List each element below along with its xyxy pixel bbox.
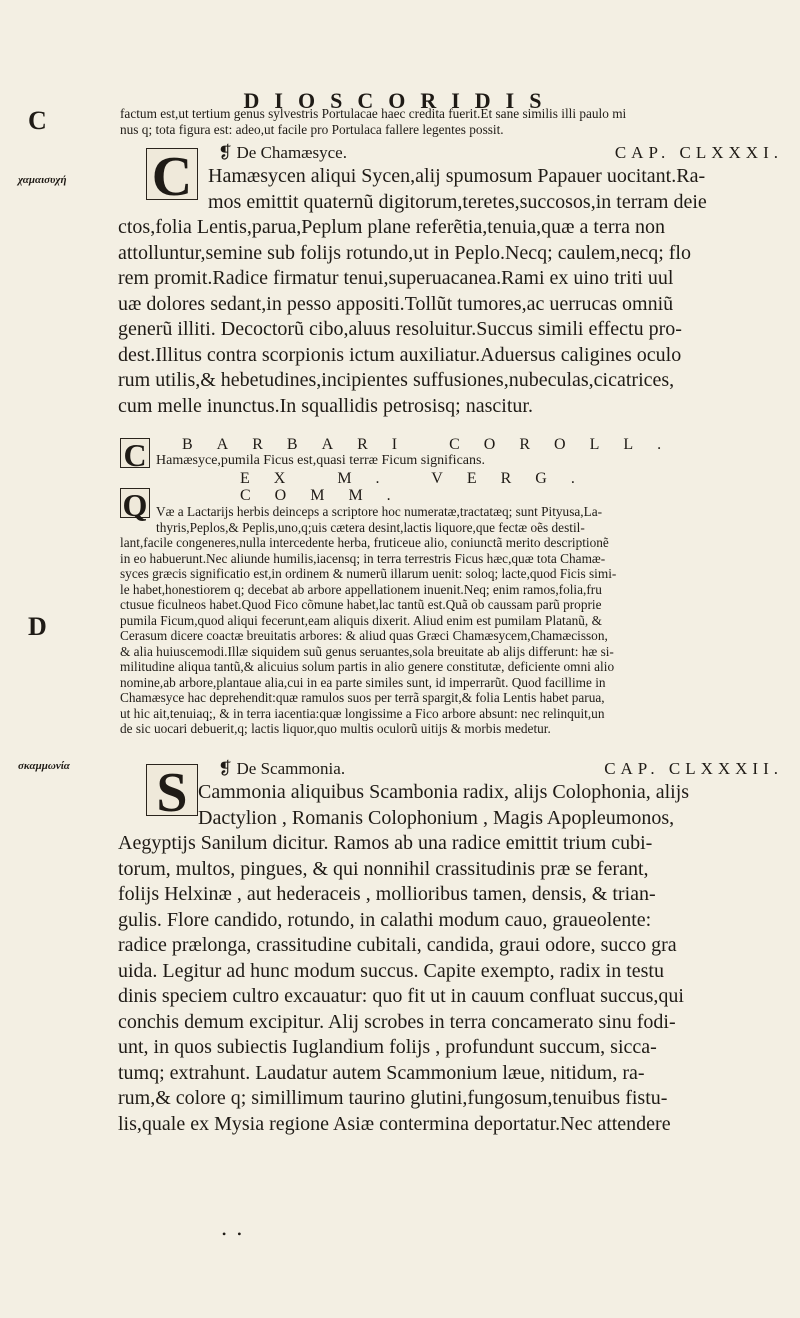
text-line: ctusue ficulneos habet.Quod Fico cõmune habet,lac tantũ est.Quã ob caussam parũ proprie xyxy=(120,597,602,612)
text-line: cum melle inunctus.In squallidis petrosisq; nascitur. xyxy=(118,394,533,417)
chapter-text-continued xyxy=(118,831,783,1137)
drop-cap: Q xyxy=(120,488,150,518)
margin-greek-scammonia: σκαμμωνία xyxy=(18,760,70,772)
page-mark: • • xyxy=(222,1227,246,1241)
text-line: torum, multos, pingues, & qui nonnihil crassitudinis præ se ferant, xyxy=(118,857,649,880)
text-line: nus q; tota figura est: adeo,ut facile pro Portulaca fallere legentes possit. xyxy=(120,121,504,137)
text-line: thyris,Peplos,& Peplis,uno,q;uis cætera desint,lactis liquore,que fectæ oẽs destil- xyxy=(156,519,585,535)
intro-paragraph xyxy=(120,106,785,137)
chapter-title: ❡ De Scammonia. xyxy=(218,759,346,778)
text-line: syces græcis significatio est,in ordinem & numerũ illarum uenit: soloq; lacte,quod Ficis simi- xyxy=(120,566,617,581)
text-line: uida. Legitur ad hunc modum succus. Capite exempto, radix in testu xyxy=(118,959,664,982)
chapter-number: CAP. CLXXXII. xyxy=(604,759,783,778)
text-line: nomine,ab arbore,plantaue alia,cui in ea parte similes sunt, id imperrarũt. Quod facillime in xyxy=(120,674,606,690)
text-line: Hamæsycen aliqui Sycen,alij spumosum Papauer uocitant.Ra- xyxy=(208,165,706,187)
chapter-text-continued xyxy=(118,215,783,419)
chapter-text xyxy=(118,780,783,831)
chapter-heading xyxy=(118,758,783,780)
text-line: uæ dolores sedant,in pesso appositi.Tollũt tumores,ac uerrucas omniũ xyxy=(118,292,674,315)
text-line: radice prælonga, crassitudine cubitali, candida, graui odore, succo gra xyxy=(118,934,677,956)
text-line: ut hic ait,tenuiaq;, & in terra iacentia:quæ longissime a Fico arbore absunt: nec relinquit,un xyxy=(120,705,605,721)
chapter-number: CAP. CLXXXI. xyxy=(614,143,783,162)
text-line: lis,quale ex Mysia regione Asiæ contermina deportatur.Nec attendere xyxy=(118,1112,671,1135)
text-line: Væ a Lactarijs herbis deinceps a scriptore hoc numeratæ,tractatæq; sunt Pityusa,La- xyxy=(156,504,603,519)
text-line: & alia huiuscemodi.Illæ siquidem suũ genus seruantes,sola breuitate ab alijs differunt: hæ si- xyxy=(120,643,614,659)
text-line: in eo habuerunt.Nec aliunde humilis,iacensq; in terra terrestris Ficus hæc,quæ tota Chamæ- xyxy=(120,550,606,566)
running-head: DIOSCORIDIS xyxy=(243,88,557,113)
text-line: pumila Ficum,quod aliqui fecerunt,eam aliquis dixerit. Aliud enim est pumilam Platanũ, & xyxy=(120,612,602,628)
drop-cap: C xyxy=(146,148,198,200)
text-line: folijs Helxinæ , aut hederaceis , mollioribus tamen, densis, & trian- xyxy=(118,883,656,905)
chapter-title: ❡ De Chamæsyce. xyxy=(218,143,347,162)
commentary-heading: EX M. VERG. COMM. xyxy=(240,470,599,504)
text-line: lant,facile congeneres,nulla intercedente herba, fruticeue alio, coniunctã merito descriptionẽ xyxy=(120,535,609,550)
text-line: Aegyptijs Sanilum dicitur. Ramos ab una radice emittit trium cubi- xyxy=(118,832,653,854)
chamaesyce-chapter xyxy=(118,142,783,419)
margin-letter-c: C xyxy=(28,106,47,135)
text-line: rum utilis,& hebetudines,incipientes suffusiones,nubeculas,cicatrices, xyxy=(118,369,675,391)
commentary-text xyxy=(120,504,785,737)
text-line: factum est,ut tertium genus sylvestris Portulacae haec credita fuerit.Et sane similis illi paulo mi xyxy=(120,106,627,121)
text-line: mos emittit quaternũ digitorum,teretes,succosos,in terram deie xyxy=(208,190,707,213)
text-line: Dactylion , Romanis Colophonium , Magis Apopleumonos, xyxy=(198,806,675,829)
chapter-heading xyxy=(118,142,783,164)
text-line: gulis. Flore candido, rotundo, in calathi modum cauo, graueolente: xyxy=(118,908,652,931)
text-line: dinis speciem cultro excauatur: quo fit ut in cauum confluat succus,qui xyxy=(118,985,684,1007)
text-line: rem promit.Radice firmatur tenui,superuacanea.Rami ex uino triti uul xyxy=(118,267,674,289)
drop-cap: C xyxy=(120,438,150,468)
text-line: ctos,folia Lentis,parua,Peplum plane referẽtia,tenuia,quæ a terra non xyxy=(118,216,666,238)
margin-greek-chamaesyce: χαμαισυχή xyxy=(18,174,67,186)
text-line: Cammonia aliquibus Scambonia radix, alijs Colophonia, alijs xyxy=(198,781,690,803)
text-line: militudine aliqua tantũ,& alicuius solum partis in alio genere constitutæ, deficiente omni alio xyxy=(120,659,615,674)
scammonia-chapter xyxy=(118,758,783,1137)
corollarium-heading: BARBARI COROLL. xyxy=(182,436,686,453)
drop-cap: S xyxy=(146,764,198,816)
text-line: attolluntur,semine sub folijs rotundo,ut in Peplo.Necq; caulem,necq; flo xyxy=(118,241,691,264)
text-line: Chamæsyce hac deprehendit:quæ ramulos suos per terrã spargit,& folia Lentis habet parua, xyxy=(120,690,605,705)
text-line: conchis demum excipitur. Alij scrobes in terra concamerato sinu fodi- xyxy=(118,1010,676,1033)
text-line: rum,& colore q; simillimum taurino glutini,fungosum,tenuibus fistu- xyxy=(118,1087,668,1109)
chapter-text xyxy=(118,164,783,215)
text-line: dest.Illitus contra scorpionis ictum auxiliatur.Aduersus caligines oculo xyxy=(118,343,682,366)
vergilius-commentary xyxy=(120,470,785,737)
margin-letter-d: D xyxy=(28,612,47,641)
text-line: le habet,honestiorem q; decebat ab arbore appellationem inuenit.Neq; enim ramos,folia,fru xyxy=(120,581,602,597)
text-line: de sic uocari debuerit,q; lactis liquor,quo multis oculorũ uitijs & morbis medetur. xyxy=(120,721,551,736)
text-line: tumq; extrahunt. Laudatur autem Scammonium læue, nitidum, ra- xyxy=(118,1061,645,1084)
text-line: unt, in quos subiectis Iuglandium folijs , profundunt succum, sicca- xyxy=(118,1036,657,1058)
barbari-corollarium xyxy=(120,436,785,473)
corollarium-text: Hamæsyce,pumila Ficus est,quasi terræ Ficum significans. xyxy=(156,453,485,468)
text-line: Cerasum dicere coactæ breuitatis arbores: & aliud quas Græci Chamæsycem,Chamæcisson, xyxy=(120,628,608,643)
text-line: generũ illiti. Decoctorũ cibo,aluus resoluitur.Succus simili effectu pro- xyxy=(118,318,682,340)
